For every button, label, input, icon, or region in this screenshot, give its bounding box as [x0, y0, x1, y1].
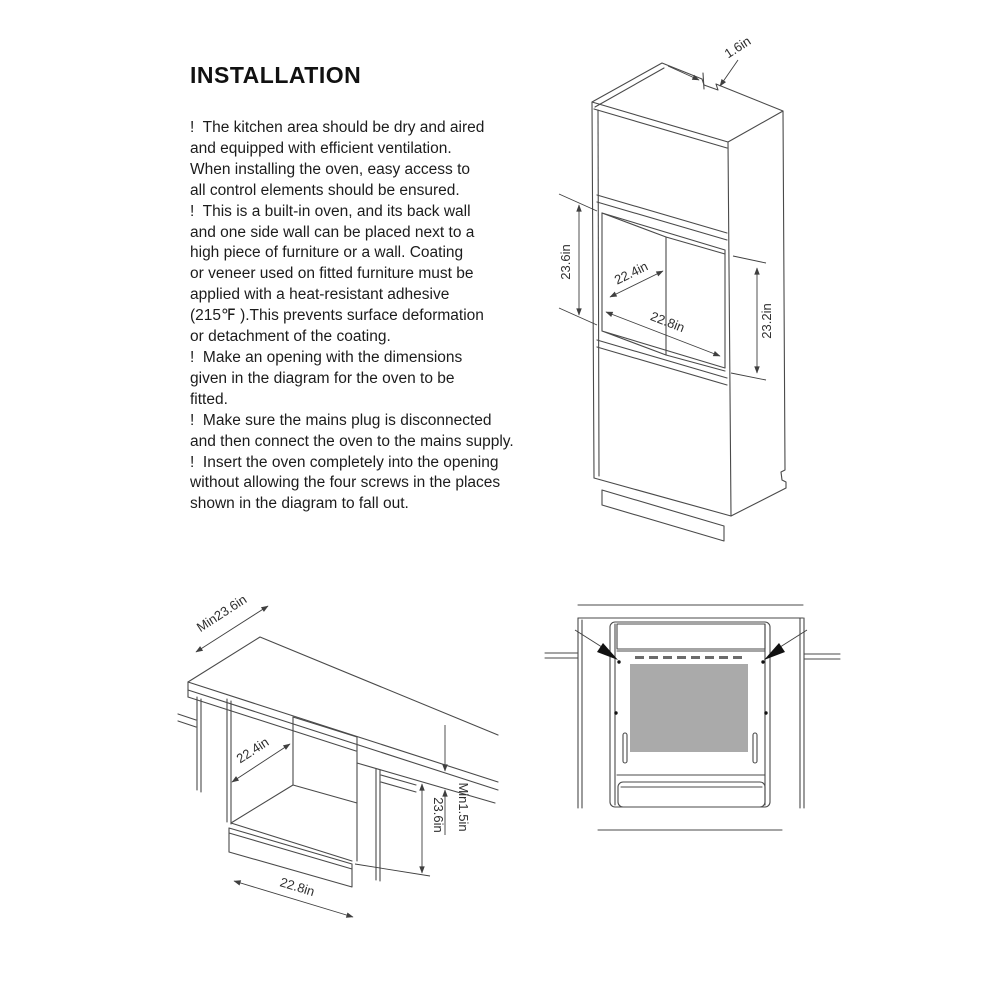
dim-rear-gap: Min1.5in	[456, 782, 471, 832]
instruction-line: without allowing the four screws in the places	[190, 474, 501, 492]
oven-front	[617, 656, 765, 775]
dim-top-notch: 1.6in	[721, 33, 754, 62]
screw-dot	[614, 711, 617, 714]
instruction-line: and then connect the oven to the mains supply.	[190, 432, 514, 450]
dim-width: 22.8in	[648, 308, 687, 336]
instruction-line: and equipped with efficient ventilation.	[190, 139, 452, 157]
oven-cabinet	[575, 622, 807, 807]
instruction-line: fitted.	[190, 390, 228, 408]
counter-outline	[178, 637, 498, 887]
dim-right-height: 23.2in	[759, 303, 774, 339]
tall-cabinet-dimensions	[558, 33, 774, 380]
installed-front-view-diagram	[545, 592, 850, 847]
dim-opening-height: 23.6in	[431, 797, 446, 833]
instruction-line: ! Make sure the mains plug is disconnected	[190, 411, 492, 429]
screw-dot	[764, 711, 767, 714]
vent-slots	[635, 656, 742, 659]
instruction-line: and one side wall can be placed next to a	[190, 223, 475, 241]
counter-dimensions	[194, 592, 471, 917]
instruction-paragraph	[190, 118, 560, 515]
instruction-line: shown in the diagram to fall out.	[190, 495, 409, 513]
dim-counter-depth: Min23.6in	[193, 591, 250, 635]
oven-door-glass	[630, 664, 748, 752]
instruction-line: all control elements should be ensured.	[190, 181, 460, 199]
dim-left-height: 23.6in	[558, 244, 573, 280]
instruction-line: ! Make an opening with the dimensions	[190, 348, 463, 366]
door-slot-left	[623, 733, 627, 763]
screw-dot	[617, 660, 620, 663]
tall-cabinet-diagram	[550, 30, 990, 565]
instruction-line: ! The kitchen area should be dry and aired	[190, 119, 485, 136]
door-slot-right	[753, 733, 757, 763]
drawer-front	[618, 782, 765, 807]
page-title: INSTALLATION	[190, 62, 362, 88]
dim-opening-depth: 22.4in	[233, 734, 272, 767]
screw-dot	[761, 660, 764, 663]
instruction-line: When installing the oven, easy access to	[190, 160, 471, 178]
filler-panel	[617, 624, 765, 649]
instruction-line: high piece of furniture or a wall. Coating	[190, 244, 464, 262]
instruction-line: given in the diagram for the oven to be	[190, 369, 455, 387]
instruction-line: or detachment of the coating.	[190, 328, 391, 346]
dim-depth: 22.4in	[611, 258, 651, 288]
instruction-line: ! Insert the oven completely into the opening	[190, 453, 499, 471]
instruction-line: applied with a heat-resistant adhesive	[190, 286, 450, 304]
instruction-line: (215℉ ).This prevents surface deformation	[190, 307, 484, 325]
counter-opening-diagram	[160, 585, 505, 980]
instruction-line: ! This is a built-in oven, and its back wall	[190, 202, 471, 220]
instruction-line: or veneer used on fitted furniture must be	[190, 265, 474, 283]
dim-opening-width: 22.8in	[278, 874, 317, 900]
